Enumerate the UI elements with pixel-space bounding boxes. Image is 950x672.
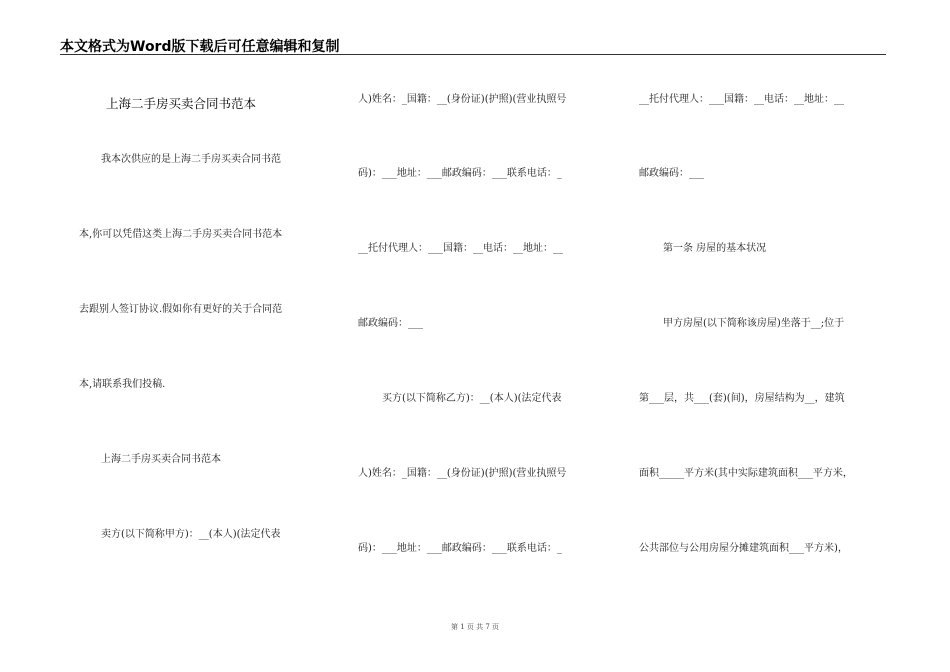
text-line: 邮政编码：___ <box>358 318 423 329</box>
header-title: 本文格式为Word版下载后可任意编辑和复制 <box>60 39 340 55</box>
text-line: 公共部位与公用房屋分摊建筑面积___平方米)， <box>639 543 848 554</box>
text-line: 第一条 房屋的基本状况 <box>663 243 767 254</box>
page-number: 第 1 页 共 7 页 <box>450 623 500 631</box>
text-line: 人)姓名：_国籍：__(身份证)(护照)(营业执照号 <box>358 468 567 479</box>
text-line: 去跟别人签订协议.假如你有更好的关于合同范 <box>79 304 283 315</box>
text-line: 本,你可以凭借这类上海二手房买卖合同书范本 <box>79 229 283 240</box>
text-line: 第___层，共___(套)(间)，房屋结构为__，建筑 <box>639 393 845 404</box>
text-line: 买方(以下简称乙方)：__(本人)(法定代表 <box>382 393 562 404</box>
text-line: 码)：___地址：___邮政编码：___联系电话：_ <box>358 168 562 179</box>
text-line: 上海二手房买卖合同书范本 <box>101 454 221 465</box>
header-divider <box>60 54 886 55</box>
text-line: __托付代理人：___国籍：__电话：__地址：__ <box>358 243 563 254</box>
text-line: 码)：___地址：___邮政编码：___联系电话：_ <box>358 543 562 554</box>
text-line: 面积_____平方米(其中实际建筑面积___平方米， <box>639 468 853 479</box>
document-title: 上海二手房买卖合同书范本 <box>106 96 257 111</box>
text-line: __托付代理人：___国籍：__电话：__地址：__ <box>639 94 844 105</box>
text-line: 本,请联系我们投稿. <box>79 379 166 390</box>
text-line: 人)姓名：_国籍：__(身份证)(护照)(营业执照号 <box>358 94 567 105</box>
text-line: 我本次供应的是上海二手房买卖合同书范 <box>101 154 281 165</box>
text-line: 卖方(以下简称甲方)：__(本人)(法定代表 <box>101 529 281 540</box>
text-line: 邮政编码：___ <box>639 168 704 179</box>
text-line: 甲方房屋(以下简称该房屋)坐落于__;位于 <box>663 318 845 329</box>
